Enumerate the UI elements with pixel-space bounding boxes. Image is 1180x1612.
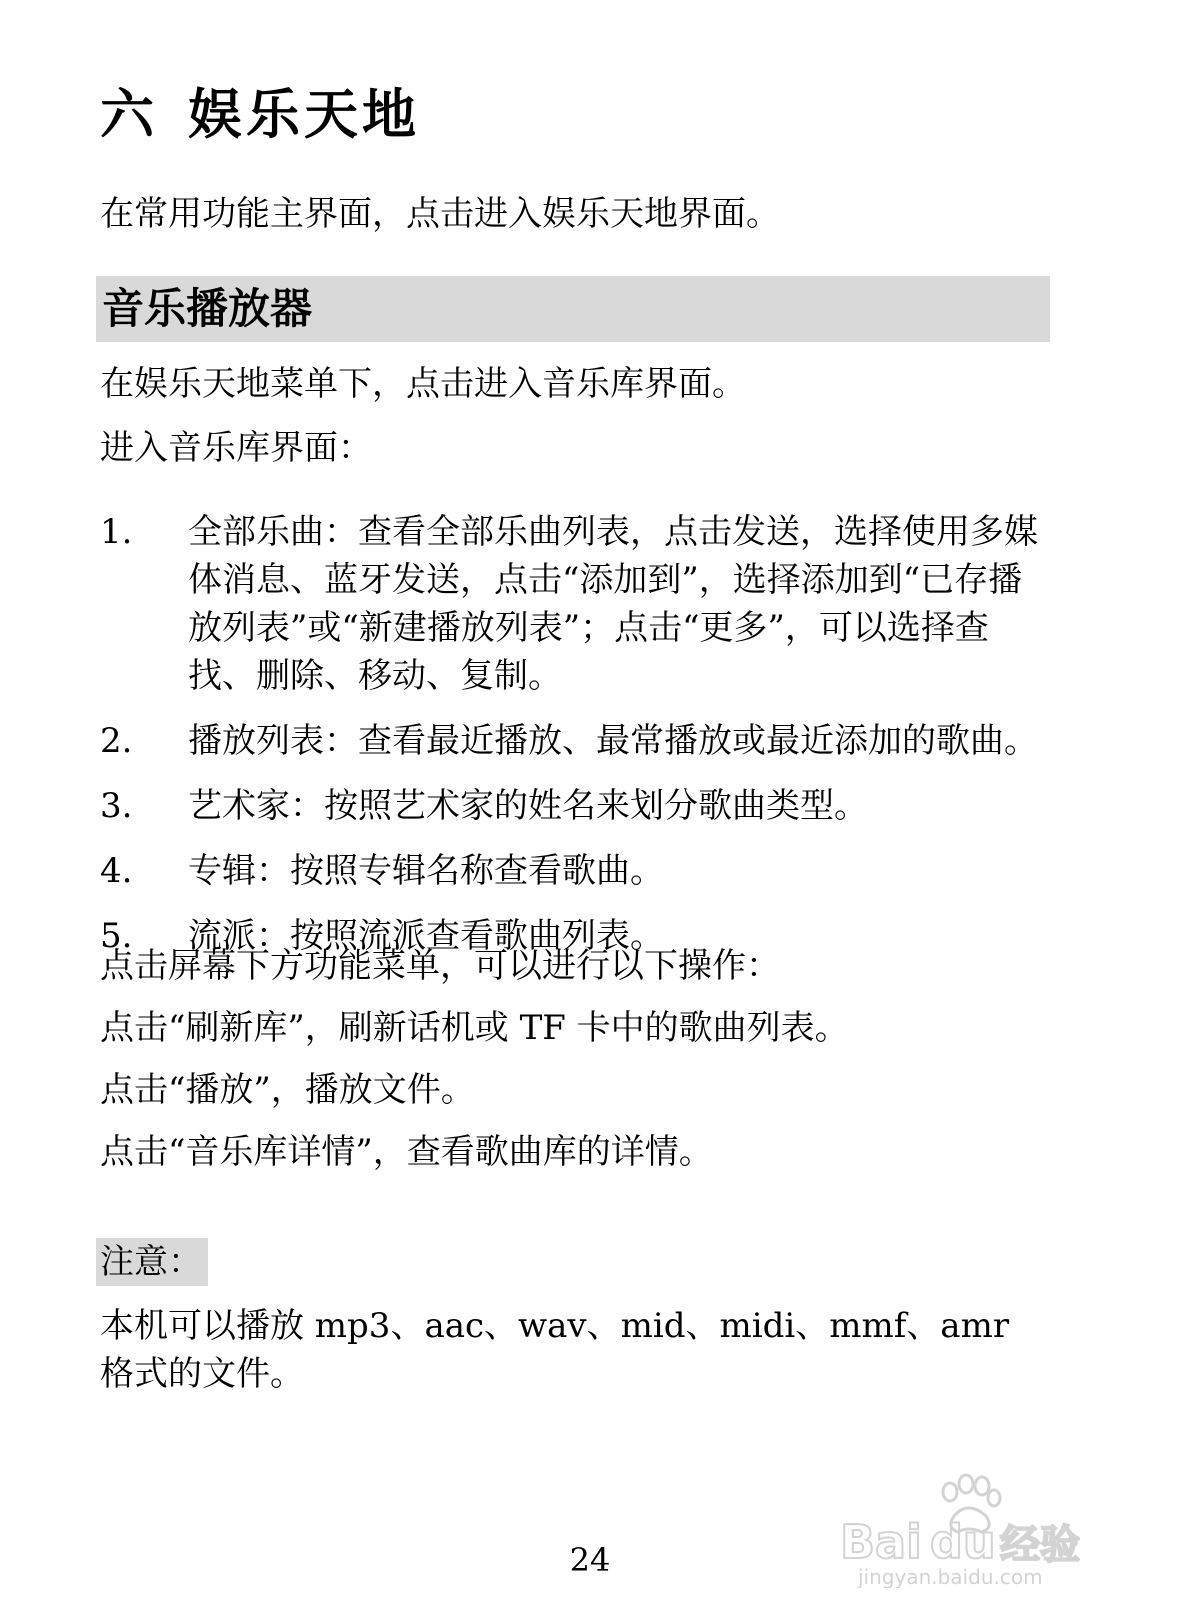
list-marker: 4. bbox=[100, 851, 133, 891]
list-text: 艺术家：按照艺术家的姓名来划分歌曲类型。 bbox=[188, 786, 868, 826]
operation-details: 点击“音乐库详情”，查看歌曲库的详情。 bbox=[100, 1132, 713, 1172]
list-marker: 5. bbox=[100, 916, 133, 956]
svg-text:jingyan.baidu.com: jingyan.baidu.com bbox=[858, 1565, 1043, 1588]
list-text: 播放列表：查看最近播放、最常播放或最近添加的歌曲。 bbox=[188, 721, 1038, 761]
operations-intro: 点击屏幕下方功能菜单，可以进行以下操作： bbox=[100, 946, 780, 986]
list-item bbox=[100, 717, 1050, 765]
note-label: 注意： bbox=[100, 1242, 202, 1282]
list-item bbox=[100, 782, 1050, 830]
note-label-box bbox=[96, 1238, 208, 1286]
list-marker: 1. bbox=[100, 512, 133, 552]
page-number: 24 bbox=[569, 1541, 611, 1579]
list-text: 专辑：按照专辑名称查看歌曲。 bbox=[188, 851, 664, 891]
operation-play: 点击“播放”，播放文件。 bbox=[100, 1070, 475, 1110]
chapter-number: 六 bbox=[100, 83, 158, 146]
list-marker: 2. bbox=[100, 721, 133, 761]
list-text: 流派：按照流派查看歌曲列表。 bbox=[188, 916, 664, 956]
svg-text:du: du bbox=[930, 1515, 996, 1569]
chapter-intro: 在常用功能主界面，点击进入娱乐天地界面。 bbox=[100, 194, 780, 234]
list-item bbox=[100, 508, 1050, 700]
baidu-watermark bbox=[838, 1468, 1128, 1588]
section-intro: 在娱乐天地菜单下，点击进入音乐库界面。 bbox=[100, 364, 746, 404]
baidu-paw-logo-icon bbox=[838, 1468, 1128, 1588]
svg-text:Bai: Bai bbox=[840, 1515, 922, 1569]
list-marker: 3. bbox=[100, 786, 133, 826]
list-text: 全部乐曲：查看全部乐曲列表，点击发送，选择使用多媒体消息、蓝牙发送，点击“添加到”，选择添加到“已存播放列表”或“新建播放列表”；点击“更多”，可以选择查找、删除、移动、复制。 bbox=[188, 512, 1038, 696]
section-header bbox=[96, 276, 1050, 342]
music-library-list bbox=[100, 508, 1050, 977]
enter-library-label: 进入音乐库界面： bbox=[100, 428, 372, 468]
chapter-title bbox=[100, 72, 420, 149]
chapter-name: 娱乐天地 bbox=[188, 83, 420, 146]
list-item bbox=[100, 847, 1050, 895]
operation-refresh: 点击“刷新库”，刷新话机或 TF 卡中的歌曲列表。 bbox=[100, 1008, 849, 1048]
section-title: 音乐播放器 bbox=[102, 284, 313, 333]
svg-text:经验: 经验 bbox=[1000, 1522, 1080, 1568]
note-text: 本机可以播放 mp3、aac、wav、mid、midi、mmf、amr 格式的文件。 bbox=[100, 1306, 1010, 1394]
